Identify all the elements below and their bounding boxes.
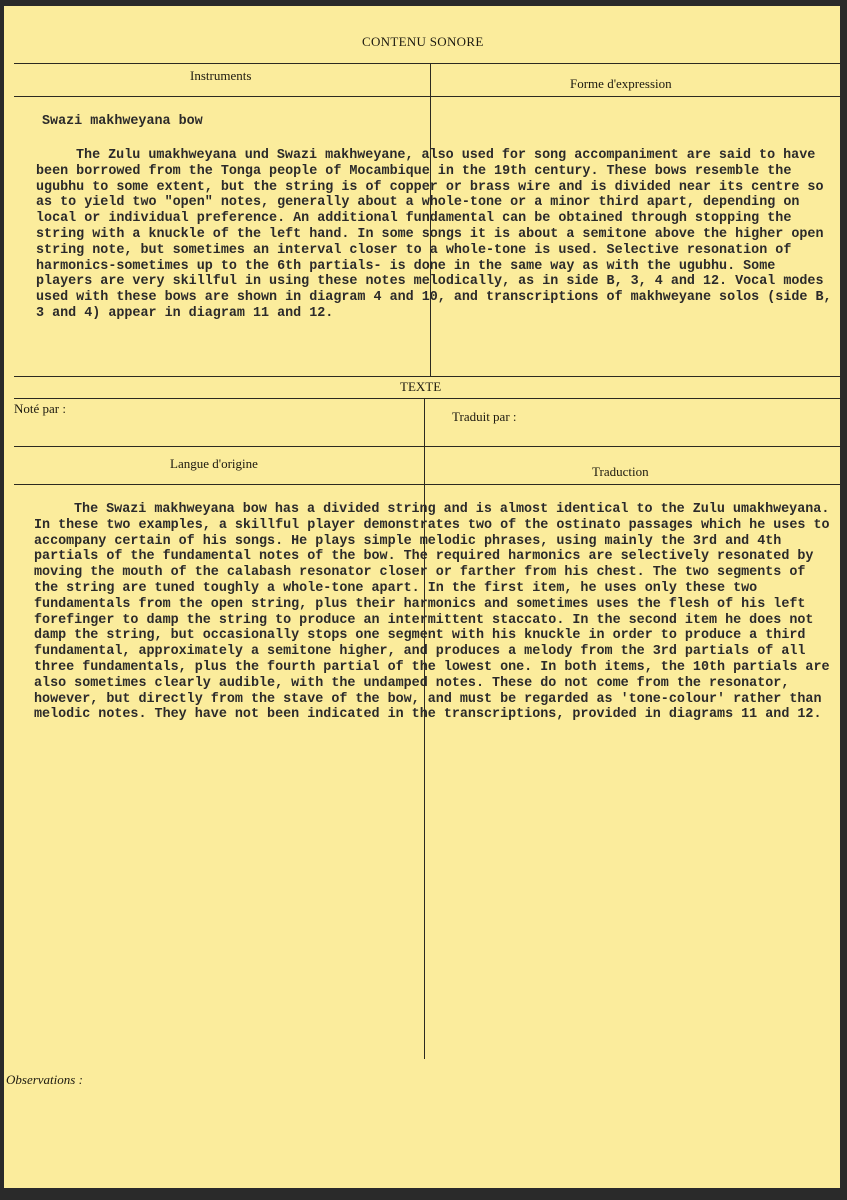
header-rule-bottom <box>14 96 840 97</box>
texte-rule-bottom <box>14 398 840 399</box>
traduit-par-label: Traduit par : <box>452 409 517 424</box>
forme-expression-heading: Forme d'expression <box>570 76 672 91</box>
observations-label: Observations : <box>6 1072 83 1087</box>
texte-heading: TEXTE <box>400 379 442 394</box>
texte-paragraph-text: The Swazi makhweyana bow has a divided string and is almost identical to the Zulu umakhweyana. In these two examples, a skillful player demonstrates two of the ostinato passages which he uses to accompany certain of his songs. He plays simple melodic phrases, using mainly the 3rd and 4th partials of the fundamental notes of the bow. The required harmonics are selectively resonated by moving the mouth of the calabash resonator closer or farther from his chest. The two segments of the string are tuned toughly a whole-tone apart. In the first item, he uses only these two fundamentals from the open string, plus their harmonics and sometimes uses the flesh of his left forefinger to damp the string to produce an intermittent staccato. In the second item he does not damp the string, but occasionally stops one segment with his knuckle in order to produce a third fundamental, approximately a semitone higher, and produces a melody from the 3rd partials of all three fundamentals, plus the fourth partial of the lowest one. In both items, the 10th partials are also sometimes clearly audible, with the undamped notes. These do not come from the resonator, however, but directly from the stave of the bow, and must be regarded as 'tone-colour' rather than melodic notes. They have not been indicated in the transcriptions, provided in diagrams 11 and 12. <box>34 502 830 723</box>
texte-rule-top <box>14 376 840 377</box>
archive-card <box>4 6 840 1188</box>
langue-origine-heading: Langue d'origine <box>170 456 258 471</box>
translator-rule <box>14 446 840 447</box>
instrument-title: Swazi makhweyana bow <box>42 114 203 129</box>
column-divider-texte <box>424 399 425 1059</box>
language-rule <box>14 484 840 485</box>
contenu-paragraph <box>36 148 834 374</box>
instruments-heading: Instruments <box>190 68 252 83</box>
contenu-sonore-heading: CONTENU SONORE <box>362 34 484 49</box>
note-par-label: Noté par : <box>14 401 66 416</box>
texte-paragraph <box>34 502 836 723</box>
traduction-heading: Traduction <box>592 464 649 479</box>
contenu-paragraph-text: The Zulu umakhweyana und Swazi makhweyane, also used for song accompaniment are said to have been borrowed from the Tonga people of Mocambique in the 19th century. These bows resemble the ugubhu to some extent, but the string is of copper or brass wire and is divided near its centre so as to yield two "open" notes, generally about a whole-tone or a minor third apart, depending on local or individual preference. An additional fundamental can be obtained through stopping the string with a knuckle of the left hand. In some songs it is about a semitone above the higher open string note, but sometimes an interval closer to a whole-tone is used. Selective resonation of harmonics-sometimes up to the 6th partials- is done in the same way as with the ugubhu. Some players are very skillful in using these notes melodically, as in side B, 3, 4 and 12. Vocal modes used with these bows are shown in diagram 4 and 10, and transcriptions of makhweyane solos (side B, 3 and 4) appear in diagram 11 and 12. <box>36 148 832 321</box>
header-rule-top <box>14 63 840 64</box>
